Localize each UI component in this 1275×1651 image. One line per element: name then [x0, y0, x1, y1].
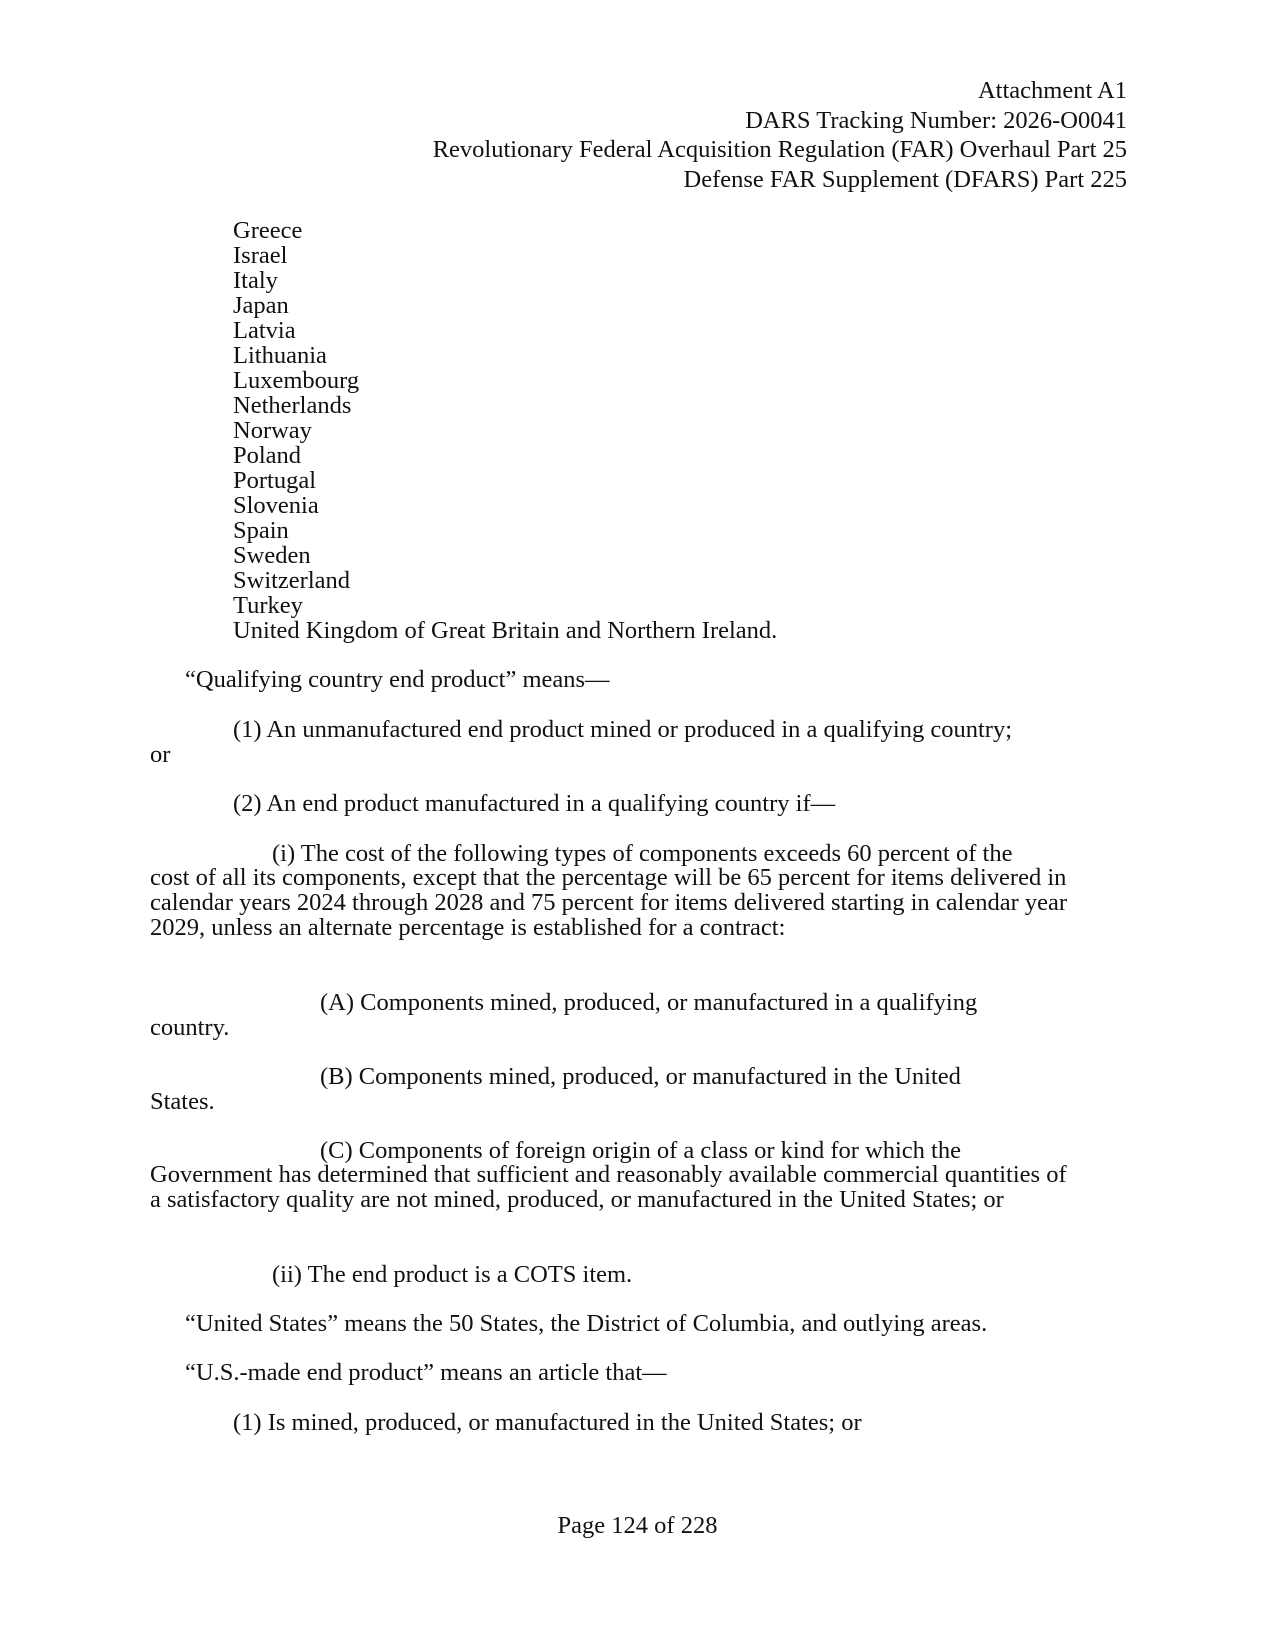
header-attachment: Attachment A1: [977, 77, 1127, 104]
country-item: Greece: [233, 217, 303, 244]
paragraph-2ii: (ii) The end product is a COTS item.: [272, 1261, 633, 1288]
header-far-part: Revolutionary Federal Acquisition Regulation (FAR) Overhaul Part 25: [432, 136, 1127, 163]
paragraph-B-continuation: States.: [150, 1088, 215, 1115]
page-header: [433, 76, 1127, 194]
country-item: Portugal: [233, 467, 317, 494]
us-made-paragraph-1: (1) Is mined, produced, or manufactured in the United States; or: [233, 1409, 862, 1436]
paragraph-1-continuation: or: [150, 741, 171, 768]
country-item: United Kingdom of Great Britain and Northern Ireland.: [233, 617, 778, 644]
header-dfars-part: Defense FAR Supplement (DFARS) Part 225: [683, 165, 1127, 193]
country-item: Luxembourg: [233, 367, 360, 394]
country-item: Japan: [233, 292, 289, 319]
paragraph-C-first-line: (C) Components of foreign origin of a class or kind for which the: [320, 1137, 961, 1164]
paragraph-2: (2) An end product manufactured in a qualifying country if—: [233, 790, 836, 817]
country-item: Sweden: [233, 542, 311, 569]
country-item: Italy: [233, 267, 278, 294]
country-item: Israel: [233, 242, 288, 269]
country-item: Latvia: [233, 317, 296, 344]
country-item: Switzerland: [233, 567, 351, 594]
header-tracking-number: DARS Tracking Number: 2026-O0041: [745, 106, 1127, 134]
paragraph-A-continuation: country.: [150, 1014, 230, 1041]
country-item: Poland: [233, 442, 302, 469]
country-item: Turkey: [233, 592, 303, 619]
paragraph-1-line: (1) An unmanufactured end product mined or produced in a qualifying country;: [233, 716, 1013, 743]
united-states-definition: “United States” means the 50 States, the District of Columbia, and outlying areas.: [185, 1310, 988, 1337]
paragraph-2i-first-line: (i) The cost of the following types of components exceeds 60 percent of the: [272, 840, 1013, 867]
paragraph-A-line: (A) Components mined, produced, or manufactured in a qualifying: [320, 989, 978, 1016]
paragraph-C-body: Government has determined that sufficient and reasonably available commercial quantities of a satisfactory quality are not mined, produced, or manufactured in the United States; or: [150, 1161, 1067, 1213]
country-item: Slovenia: [233, 492, 319, 519]
page-number: Page 124 of 228: [557, 1512, 718, 1539]
country-item: Lithuania: [233, 342, 327, 369]
us-made-end-product-definition: “U.S.-made end product” means an article that—: [185, 1359, 667, 1386]
paragraph-2i-body: cost of all its components, except that the percentage will be 65 percent for items delivered in calendar years 2024 through 2028 and 75 percent for items delivered starting in calendar year 2029, unless an alternate percentage is established for a contract:: [150, 864, 1068, 941]
paragraph-B-line: (B) Components mined, produced, or manufactured in the United: [320, 1063, 961, 1090]
country-item: Spain: [233, 517, 289, 544]
country-list: [233, 218, 777, 643]
qualifying-country-end-product-definition: “Qualifying country end product” means—: [185, 666, 610, 693]
country-item: Netherlands: [233, 392, 352, 419]
country-item: Norway: [233, 417, 312, 444]
